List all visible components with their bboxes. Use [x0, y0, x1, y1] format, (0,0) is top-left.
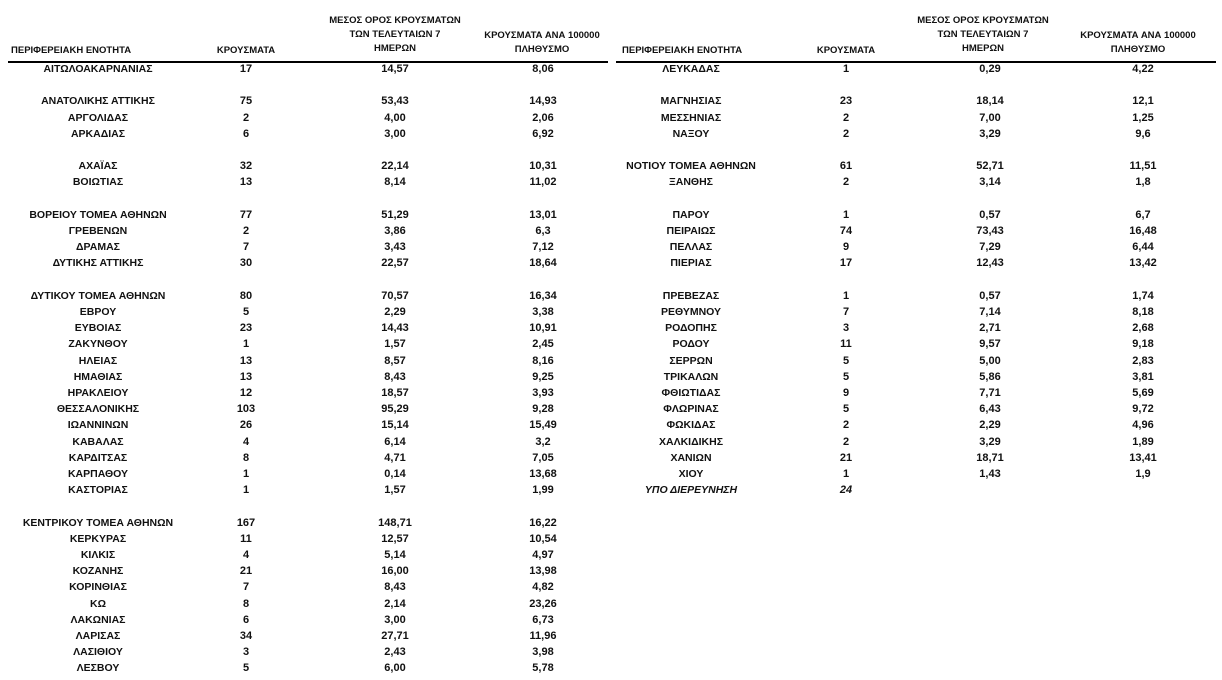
cases-value: 5 [842, 370, 850, 383]
region-name: ΝΟΤΙΟΥ ΤΟΜΕΑ ΑΘΗΝΩΝ [626, 160, 756, 173]
cases-value: 2 [842, 419, 850, 432]
header-per100k-right: ΚΡΟΥΣΜΑΤΑ ΑΝΑ 100000 ΠΛΗΘΥΣΜΟ [1080, 30, 1196, 55]
cases-value: 26 [239, 419, 253, 432]
cases-value: 21 [839, 451, 853, 464]
per100k-value: 2,68 [1132, 322, 1154, 335]
per100k-value: 16,34 [529, 289, 557, 302]
avg7-value: 4,71 [384, 451, 406, 464]
per100k-value: 1,9 [1135, 468, 1151, 480]
avg7-value: 3,86 [384, 225, 406, 237]
avg7-value: 70,57 [381, 289, 409, 302]
cases-value: 1 [842, 208, 850, 221]
avg7-value: 2,29 [384, 306, 406, 318]
per100k-value: 4,82 [532, 581, 554, 594]
region-name: ΚΑΣΤΟΡΙΑΣ [68, 484, 128, 497]
per100k-value: 11,96 [529, 630, 557, 642]
avg7-value: 2,43 [384, 646, 406, 659]
region-name: ΛΕΣΒΟΥ [76, 662, 120, 675]
region-name: ΜΑΓΝΗΣΙΑΣ [660, 95, 722, 108]
cases-value: 2 [242, 111, 250, 124]
avg7-value: 5,14 [384, 549, 406, 561]
region-name: ΞΑΝΘΗΣ [669, 176, 713, 189]
avg7-value: 8,14 [384, 176, 406, 189]
cases-value: 7 [242, 241, 250, 254]
region-name: ΛΑΣΙΘΙΟΥ [73, 646, 123, 659]
avg7-value: 1,57 [384, 338, 406, 351]
cases-value: 2 [842, 127, 850, 140]
region-name: ΦΩΚΙΔΑΣ [666, 419, 716, 432]
region-name: ΒΟΙΩΤΙΑΣ [72, 176, 124, 189]
cases-value: 7 [242, 581, 250, 594]
per100k-value: 9,6 [1135, 127, 1151, 140]
avg7-value: 14,57 [381, 63, 409, 75]
cases-value: 2 [842, 176, 850, 189]
cases-value: 23 [239, 322, 253, 335]
region-name: ΠΑΡΟΥ [672, 208, 710, 221]
per100k-value: 2,45 [532, 338, 554, 351]
per100k-value: 6,3 [535, 225, 551, 237]
avg7-value: 5,00 [979, 354, 1001, 367]
region-name: ΕΒΡΟΥ [79, 306, 117, 318]
cases-value: 2 [842, 435, 850, 448]
avg7-value: 0,57 [979, 289, 1001, 302]
cases-value: 5 [242, 306, 250, 318]
cases-value: 5 [842, 354, 850, 367]
cases-value: 1 [242, 484, 250, 497]
per100k-value: 7,12 [532, 241, 554, 254]
region-name: ΕΥΒΟΙΑΣ [74, 322, 122, 335]
per100k-value: 1,25 [1132, 111, 1154, 124]
per100k-value: 16,22 [529, 516, 557, 529]
region-name: ΚΕΝΤΡΙΚΟΥ ΤΟΜΕΑ ΑΘΗΝΩΝ [22, 516, 174, 529]
region-name: ΠΕΛΛΑΣ [669, 241, 713, 254]
avg7-value: 73,43 [976, 225, 1004, 237]
cases-value: 8 [242, 597, 250, 610]
avg7-value: 1,43 [979, 468, 1001, 480]
region-name: ΔΥΤΙΚΟΥ ΤΟΜΕΑ ΑΘΗΝΩΝ [30, 289, 166, 302]
cases-value: 77 [239, 208, 253, 221]
avg7-value: 6,43 [979, 403, 1001, 416]
region-name: ΧΙΟΥ [678, 468, 704, 480]
cases-value: 11 [240, 532, 252, 545]
cases-value: 12 [239, 387, 253, 399]
avg7-value: 9,57 [979, 338, 1001, 351]
region-name: ΗΛΕΙΑΣ [78, 354, 118, 367]
cases-value: 1 [242, 468, 250, 480]
per100k-value: 14,93 [529, 95, 557, 108]
per100k-value: 4,97 [532, 549, 554, 561]
cases-value: 75 [239, 95, 253, 108]
header-avg7-left: ΜΕΣΟΣ ΟΡΟΣ ΚΡΟΥΣΜΑΤΩΝ ΤΩΝ ΤΕΛΕΥΤΑΙΩΝ 7 ΗΜΕΡΩΝ [329, 15, 461, 54]
avg7-value: 3,14 [979, 176, 1001, 189]
cases-value: 6 [242, 613, 250, 626]
cases-value: 24 [839, 484, 853, 497]
per100k-value: 13,41 [1129, 451, 1157, 464]
region-name: ΡΟΔΟΠΗΣ [665, 322, 717, 335]
cases-value: 32 [239, 160, 253, 173]
region-name: ΘΕΣΣΑΛΟΝΙΚΗΣ [56, 403, 140, 416]
region-name: ΙΩΑΝΝΙΝΩΝ [67, 419, 129, 432]
region-name: ΒΟΡΕΙΟΥ ΤΟΜΕΑ ΑΘΗΝΩΝ [29, 208, 167, 221]
region-name: ΛΑΡΙΣΑΣ [75, 630, 121, 642]
region-name: ΑΧΑΪΑΣ [78, 160, 118, 173]
avg7-value: 3,00 [384, 127, 406, 140]
region-name: ΝΑΞΟΥ [672, 127, 710, 140]
region-name: ΚΑΡΔΙΤΣΑΣ [68, 451, 128, 464]
cases-value: 80 [239, 289, 253, 302]
avg7-value: 7,71 [979, 387, 1001, 399]
avg7-value: 2,14 [384, 597, 406, 610]
per100k-value: 13,42 [1129, 257, 1157, 270]
region-name: ΖΑΚΥΝΘΟΥ [68, 338, 128, 351]
cases-value: 17 [839, 257, 853, 270]
per100k-value: 9,25 [532, 370, 554, 383]
cases-value: 13 [239, 354, 253, 367]
avg7-value: 53,43 [381, 95, 409, 108]
cases-value: 5 [842, 403, 850, 416]
per100k-value: 8,18 [1132, 306, 1154, 318]
avg7-value: 51,29 [381, 208, 409, 221]
per100k-value: 16,48 [1129, 225, 1157, 237]
per100k-value: 9,18 [1132, 338, 1154, 351]
per100k-value: 1,74 [1132, 289, 1154, 302]
cases-value: 5 [242, 662, 250, 675]
per100k-value: 1,8 [1135, 176, 1151, 189]
per100k-value: 6,7 [1135, 208, 1151, 221]
avg7-value: 8,43 [384, 370, 406, 383]
avg7-value: 148,71 [378, 516, 412, 529]
per100k-value: 7,05 [532, 451, 554, 464]
per100k-value: 10,31 [529, 160, 557, 173]
avg7-value: 6,14 [384, 435, 406, 448]
cases-value: 4 [242, 549, 250, 561]
per100k-value: 5,69 [1132, 387, 1154, 399]
per100k-value: 6,44 [1132, 241, 1154, 254]
header-per100k-left: ΚΡΟΥΣΜΑΤΑ ΑΝΑ 100000 ΠΛΗΘΥΣΜΟ [484, 30, 600, 55]
avg7-value: 4,00 [384, 111, 406, 124]
avg7-value: 7,14 [979, 306, 1001, 318]
header-cases-right: ΚΡΟΥΣΜΑΤΑ [816, 45, 876, 56]
region-name: ΣΕΡΡΩΝ [669, 354, 713, 367]
cases-value: 23 [839, 95, 853, 108]
region-name: ΤΡΙΚΑΛΩΝ [663, 370, 719, 383]
cases-value: 3 [842, 322, 850, 335]
avg7-value: 3,29 [979, 127, 1001, 140]
region-name: ΗΡΑΚΛΕΙΟΥ [67, 387, 129, 399]
region-name: ΧΑΛΚΙΔΙΚΗΣ [658, 435, 724, 448]
cases-value: 6 [242, 127, 250, 140]
cases-value: 34 [239, 630, 253, 642]
per100k-value: 13,68 [529, 468, 557, 480]
per100k-value: 1,99 [532, 484, 554, 497]
region-name: ΚΟΖΑΝΗΣ [72, 565, 124, 578]
cases-value: 13 [239, 370, 253, 383]
region-name: ΥΠΟ ΔΙΕΡΕΥΝΗΣΗ [644, 484, 738, 497]
per100k-value: 3,98 [532, 646, 554, 659]
per100k-value: 10,91 [529, 322, 557, 335]
per100k-value: 13,01 [529, 208, 557, 221]
per100k-value: 11,02 [529, 176, 557, 189]
region-name: ΔΥΤΙΚΗΣ ΑΤΤΙΚΗΣ [52, 257, 144, 270]
region-name: ΔΡΑΜΑΣ [76, 241, 120, 254]
per100k-value: 12,1 [1132, 95, 1154, 108]
avg7-value: 18,71 [976, 451, 1004, 464]
per100k-value: 2,06 [532, 111, 554, 124]
region-name: ΚΩ [89, 597, 106, 610]
per100k-value: 15,49 [529, 419, 557, 432]
region-name: ΚΑΒΑΛΑΣ [72, 435, 124, 448]
cases-value: 3 [242, 646, 250, 659]
cases-value: 9 [842, 387, 850, 399]
region-name: ΡΕΘΥΜΝΟΥ [660, 306, 722, 318]
header-region-right: ΠΕΡΙΦΕΡΕΙΑΚΗ ΕΝΟΤΗΤΑ [622, 45, 743, 56]
cases-value: 7 [842, 306, 850, 318]
avg7-value: 27,71 [381, 630, 409, 642]
region-name: ΧΑΝΙΩΝ [670, 451, 712, 464]
avg7-value: 2,71 [979, 322, 1001, 335]
region-name: ΓΡΕΒΕΝΩΝ [68, 225, 128, 237]
per100k-value: 2,83 [1132, 354, 1154, 367]
region-name: ΛΑΚΩΝΙΑΣ [70, 613, 126, 626]
cases-value: 1 [842, 63, 850, 75]
per100k-value: 1,89 [1132, 435, 1154, 448]
per100k-value: 10,54 [529, 532, 557, 545]
region-name: ΚΑΡΠΑΘΟΥ [67, 468, 129, 480]
region-name: ΚΟΡΙΝΘΙΑΣ [69, 581, 127, 594]
region-name: ΜΕΣΣΗΝΙΑΣ [660, 111, 722, 124]
avg7-value: 18,14 [976, 95, 1004, 108]
per100k-value: 8,16 [532, 354, 554, 367]
region-name: ΗΜΑΘΙΑΣ [73, 370, 123, 383]
avg7-value: 3,43 [384, 241, 406, 254]
per100k-value: 5,78 [532, 662, 554, 675]
per100k-value: 4,96 [1132, 419, 1154, 432]
region-name: ΦΛΩΡΙΝΑΣ [663, 403, 719, 416]
avg7-value: 3,29 [979, 435, 1001, 448]
cases-value: 167 [236, 516, 256, 529]
cases-value: 2 [842, 111, 850, 124]
per100k-value: 8,06 [532, 63, 554, 75]
per100k-value: 11,51 [1129, 160, 1157, 173]
per100k-value: 13,98 [529, 565, 557, 578]
avg7-value: 95,29 [381, 403, 409, 416]
region-name: ΠΙΕΡΙΑΣ [670, 257, 712, 270]
avg7-value: 52,71 [976, 160, 1004, 173]
region-name: ΑΡΓΟΛΙΔΑΣ [67, 111, 129, 124]
avg7-value: 1,57 [384, 484, 406, 497]
per100k-value: 4,22 [1132, 63, 1154, 75]
cases-value: 13 [239, 176, 253, 189]
region-name: ΡΟΔΟΥ [672, 338, 710, 351]
cases-value: 1 [842, 468, 850, 480]
per100k-value: 3,38 [532, 306, 554, 318]
cases-value: 9 [842, 241, 850, 254]
avg7-value: 0,57 [979, 208, 1001, 221]
avg7-value: 8,57 [384, 354, 406, 367]
cases-value: 8 [242, 451, 250, 464]
avg7-value: 0,14 [384, 468, 406, 480]
per100k-value: 9,28 [532, 403, 554, 416]
avg7-value: 15,14 [381, 419, 409, 432]
region-name: ΠΕΙΡΑΙΩΣ [666, 225, 716, 237]
cases-value: 11 [840, 338, 852, 351]
avg7-value: 8,43 [384, 581, 406, 594]
cases-value: 2 [242, 225, 250, 237]
avg7-value: 12,43 [976, 257, 1004, 270]
header-avg7-right: ΜΕΣΟΣ ΟΡΟΣ ΚΡΟΥΣΜΑΤΩΝ ΤΩΝ ΤΕΛΕΥΤΑΙΩΝ 7 ΗΜΕΡΩΝ [917, 15, 1049, 54]
per100k-value: 9,72 [1132, 403, 1154, 416]
avg7-value: 0,29 [979, 63, 1001, 75]
cases-value: 30 [239, 257, 253, 270]
region-name: ΑΝΑΤΟΛΙΚΗΣ ΑΤΤΙΚΗΣ [41, 95, 155, 108]
header-cases-left: ΚΡΟΥΣΜΑΤΑ [216, 45, 276, 56]
cases-value: 1 [842, 289, 850, 302]
avg7-value: 6,00 [384, 662, 406, 675]
region-name: ΚΙΛΚΙΣ [80, 549, 116, 561]
avg7-value: 7,29 [979, 241, 1001, 254]
cases-value: 21 [239, 565, 253, 578]
region-name: ΑΙΤΩΛΟΑΚΑΡΝΑΝΙΑΣ [43, 63, 153, 75]
per100k-value: 23,26 [529, 597, 557, 610]
avg7-value: 7,00 [979, 111, 1001, 124]
avg7-value: 22,57 [381, 257, 409, 270]
avg7-value: 14,43 [381, 322, 409, 335]
cases-value: 74 [839, 225, 853, 237]
avg7-value: 2,29 [979, 419, 1001, 432]
avg7-value: 5,86 [979, 370, 1001, 383]
cases-value: 61 [839, 160, 853, 173]
avg7-value: 18,57 [381, 387, 409, 399]
per100k-value: 6,92 [532, 127, 554, 140]
per100k-value: 18,64 [529, 257, 557, 270]
cases-value: 17 [239, 63, 253, 75]
avg7-value: 3,00 [384, 613, 406, 626]
cases-value: 4 [242, 435, 250, 448]
per100k-value: 6,73 [532, 613, 554, 626]
region-name: ΑΡΚΑΔΙΑΣ [70, 127, 126, 140]
avg7-value: 12,57 [381, 532, 409, 545]
avg7-value: 22,14 [381, 160, 409, 173]
avg7-value: 16,00 [381, 565, 409, 578]
per100k-value: 3,2 [535, 435, 551, 448]
header-region-left: ΠΕΡΙΦΕΡΕΙΑΚΗ ΕΝΟΤΗΤΑ [11, 45, 132, 56]
per100k-value: 3,81 [1132, 370, 1154, 383]
region-name: ΠΡΕΒΕΖΑΣ [662, 289, 720, 302]
region-name: ΦΘΙΩΤΙΔΑΣ [661, 387, 721, 399]
cases-value: 103 [236, 403, 256, 416]
region-name: ΛΕΥΚΑΔΑΣ [662, 63, 720, 75]
cases-value: 1 [242, 338, 250, 351]
per100k-value: 3,93 [532, 387, 554, 399]
region-name: ΚΕΡΚΥΡΑΣ [69, 532, 127, 545]
